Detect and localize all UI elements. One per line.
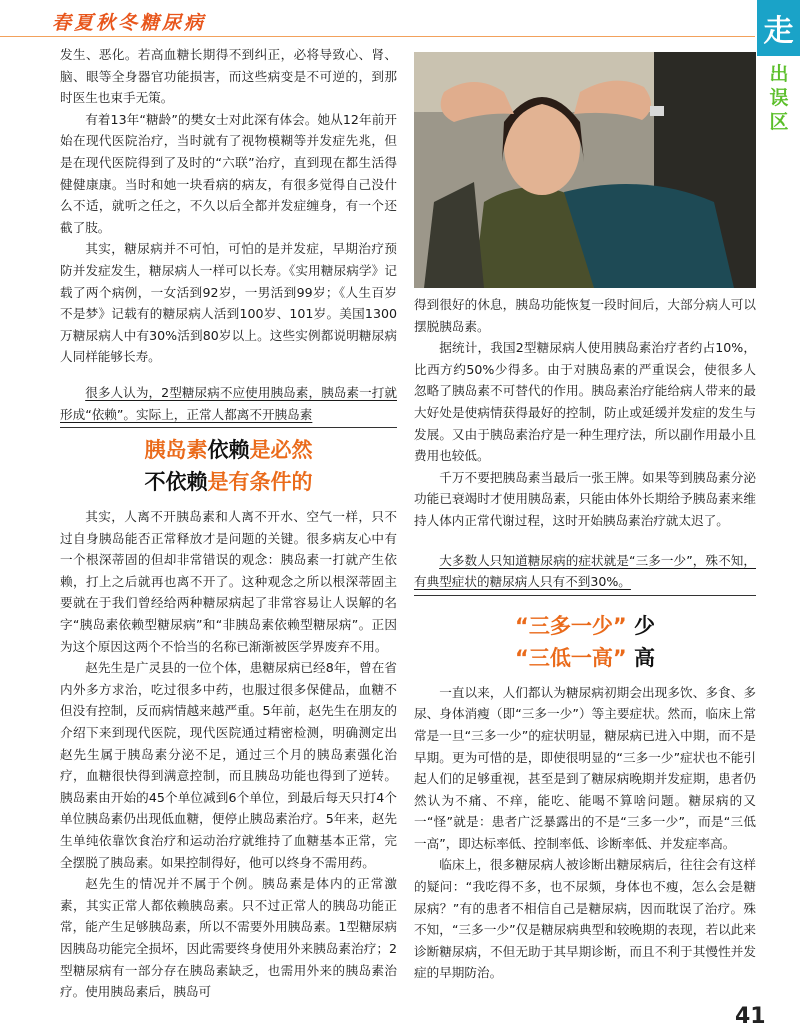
heading-fragment: 高 [633, 645, 655, 670]
heading-fragment: 是必然 [249, 438, 313, 463]
paragraph: 据统计，我国2型糖尿病人使用胰岛素治疗者约占10%，比西方约50%少得多。由于对胰岛素的严重误会，使很多人忽略了胰岛素不可替代的作用。胰岛素治疗能给病人带来的最大好处是使病情获得最好的控制，防止或延缓并发症的发生与发展。又由于胰岛素治疗是一种生理疗法，所以副作用最小且费用也较低。 [414, 340, 756, 464]
page-number: 41 [735, 1004, 766, 1029]
paragraph: 千万不要把胰岛素当最后一张王牌。如果等到胰岛素分泌功能已衰竭时才使用胰岛素，只能由体外长期给予胰岛素来维持人体内正常代谢过程，这时开始胰岛素治疗就太迟了。 [414, 469, 756, 528]
paragraph: 有着13年“糖龄”的樊女士对此深有体会。她从12年前开始在现代医院治疗，当时就有了视物模糊等并发症先兆，但是在现代医院得到了及时的“六联”治疗，直到现在都生活得健健康康。当时和她一块看病的病友，有很多觉得自己没什么不适，就听之任之，不久以后全都并发症缠身，有一个还截了肢。 [60, 111, 397, 235]
section-tab-subtitle: 出误区 [769, 63, 789, 133]
paragraph: 临床上，很多糖尿病人被诊断出糖尿病后，往往会有这样的疑问：“我吃得不多，也不尿频，身体也不瘦，怎么会是糖尿病？”有的患者不相信自己是糖尿病，因而耽误了治疗。殊不知，“三多一少”仅是糖尿病典型和较晚期的表现，若以此来诊断糖尿病，不但无助于其早期诊断，而且不利于其慢性并发症的早期防治。 [414, 857, 756, 981]
heading-fragment: 不依赖 [144, 470, 208, 495]
callout-divider [60, 427, 397, 428]
photo-illustration [414, 52, 756, 288]
section-heading-line2 [60, 466, 397, 498]
callout-lead: 大多数人只知道糖尿病的症状就是“三多一少”，殊不知，有典型症状的糖尿病人只有不到30%。 [414, 552, 756, 590]
heading-fragment: 是有条件的 [207, 470, 313, 495]
heading-fragment: “三多一少” [515, 613, 627, 638]
heading-fragment: 依赖 [207, 438, 250, 463]
section-heading-line2 [414, 642, 756, 674]
paragraph: 赵先生的情况并不属于个例。胰岛素是体内的正常激素，其实正常人都依赖胰岛素。只不过正常人的胰岛功能正常，能产生足够胰岛素，所以不需要外用胰岛素。1型糖尿病因胰岛功能完全损坏，因此需要终身使用外来胰岛素治疗；2型糖尿病有一部分存在胰岛素缺乏，也需用外来的胰岛素治疗。使用胰岛素后，胰岛可 [60, 876, 397, 1000]
paragraph: 得到很好的休息，胰岛功能恢复一段时间后，大部分病人可以摆脱胰岛素。 [414, 297, 756, 334]
callout-divider [414, 595, 756, 596]
callout-lead: 很多人认为，2型糖尿病不应使用胰岛素，胰岛素一打就形成“依赖”。实际上，正常人都离不开胰岛素 [60, 384, 397, 422]
paragraph: 发生、恶化。若高血糖长期得不到纠正，必将导致心、肾、脑、眼等全身器官功能损害，而这些病变是不可逆的，到那时医生也束手无策。 [60, 47, 397, 106]
section-heading-line1 [414, 610, 756, 642]
section-tab: 走 [757, 0, 800, 56]
heading-fragment: “三低一高” [515, 645, 627, 670]
paragraph: 一直以来，人们都认为糖尿病初期会出现多饮、多食、多尿、身体消瘦（即“三多一少”）等主要症状。然而，临床上常常是一旦“三多一少”的症状明显，糖尿病已进入中期，而不是早期。更为可惜的是，即使很明显的“三多一少”症状也不能引起人们的足够重视，甚至是到了糖尿病晚期并发症期，患者仍然认为不痛、不痒，能吃、能喝不算啥问题。糖尿病的又一“怪”就是：患者广泛暴露出的不是“三多一少”，而是“三低一高”，即达标率低、控制率低、诊断率低、并发症率高。 [414, 684, 756, 851]
magazine-section-title: 春夏秋冬糖尿病 [52, 12, 207, 34]
heading-fragment: 少 [633, 613, 655, 638]
article-photo [414, 52, 756, 288]
right-column [414, 294, 756, 984]
paragraph: 其实，糖尿病并不可怕，可怕的是并发症，早期治疗预防并发症发生，糖尿病人一样可以长寿。《实用糖尿病学》记载了两个病例，一女活到92岁，一男活到99岁；《人生百岁不是梦》记载有的糖尿病人活到100岁、101岁。美国1300万糖尿病人中有30%活到80岁以上。这些实例都说明糖尿病人同样能够长寿。 [60, 241, 397, 365]
left-column [60, 44, 397, 1003]
paragraph: 赵先生是广灵县的一位个体，患糖尿病已经8年，曾在省内外多方求治，吃过很多中药，也服过很多保健品，血糖不但没有控制，反而病情越来越严重。5年前，赵先生在朋友的介绍下来到现代医院，现代医院通过精密检测，明确测定出赵先生属于胰岛素分泌不足，通过三个月的胰岛素强化治疗，血糖很快得到满意控制，而且胰岛功能也得到了逆转。胰岛素由开始的45个单位减到6个单位，到最后每天只打4个单位胰岛素仍出现低血糖，便停止胰岛素治疗。5年来，赵先生单纯依靠饮食治疗和运动治疗就维持了血糖基本正常，完全摆脱了胰岛素。如果控制得好，他可以终身不需用药。 [60, 660, 397, 870]
section-heading-line1 [60, 434, 397, 466]
paragraph: 其实，人离不开胰岛素和人离不开水、空气一样，只不过自身胰岛能否正常释放才是问题的关键。很多病友心中有一个根深蒂固的但却非常错误的观念：胰岛素一打就产生依赖，打上之后就再也离不开了。这种观念之所以根深蒂固主要就在于我们曾经给两种糖尿病起了非常容易让人误解的名字“胰岛素依赖型糖尿病”和“非胰岛素依赖型糖尿病”。正因为这个原因这两个不恰当的名称已渐渐被医学界废弃不用。 [60, 509, 397, 654]
heading-fragment: 胰岛素 [144, 438, 208, 463]
header-divider [0, 36, 755, 37]
